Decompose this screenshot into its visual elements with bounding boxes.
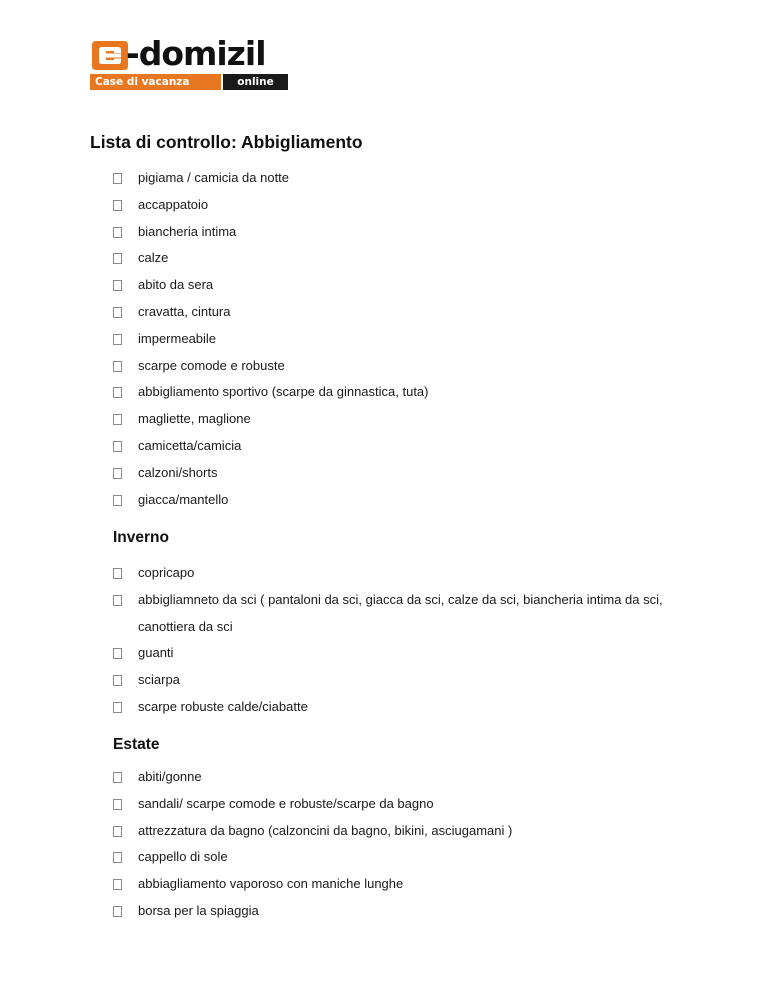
list-item: [113, 299, 693, 326]
list-item: [113, 219, 693, 246]
list-item-label: guanti: [138, 645, 174, 661]
checkbox-icon[interactable]: [113, 387, 122, 398]
list-item-label: accappatoio: [138, 196, 209, 212]
checkbox-icon[interactable]: [113, 906, 122, 917]
list-item: [113, 433, 693, 460]
checkbox-icon[interactable]: [113, 227, 122, 238]
list-item: [113, 818, 693, 845]
checkbox-icon[interactable]: [113, 280, 122, 291]
winter-heading: Inverno: [113, 529, 169, 546]
list-item: [113, 353, 693, 380]
list-item: [113, 487, 693, 514]
list-item-label: camicetta/camicia: [138, 437, 242, 453]
logo-wordmark: [90, 34, 288, 74]
checkbox-icon[interactable]: [113, 852, 122, 863]
list-item-label: calzoni/shorts: [138, 464, 218, 480]
summer-checklist: [113, 764, 693, 925]
list-item: [113, 192, 693, 219]
list-item: [113, 871, 693, 898]
list-item-label: abiti/gonne: [138, 769, 202, 784]
checkbox-icon[interactable]: [113, 307, 122, 318]
logo-brand-word: -domizil: [126, 34, 266, 73]
checkbox-icon[interactable]: [113, 772, 122, 783]
general-checklist: [113, 165, 693, 513]
list-item-label: scarpe comode e robuste: [138, 357, 285, 373]
checkbox-icon[interactable]: [113, 799, 122, 810]
list-item-label: magliette, maglione: [138, 411, 251, 427]
checkbox-icon[interactable]: [113, 173, 122, 184]
page-title: Lista di controllo: Abbigliamento: [90, 132, 363, 152]
list-item: [113, 898, 693, 925]
checkbox-icon[interactable]: [113, 361, 122, 372]
list-item: [113, 165, 693, 192]
list-item-label: impermeabile: [138, 330, 217, 346]
checkbox-icon[interactable]: [113, 879, 122, 890]
logo-tagline-right: online: [223, 74, 288, 90]
list-item: [113, 406, 693, 433]
list-item: [113, 460, 693, 487]
list-item-label: biancheria intima: [138, 223, 237, 239]
list-item-label: giacca/mantello: [138, 491, 229, 507]
checkbox-icon[interactable]: [113, 568, 122, 579]
list-item-label: abbigliamento sportivo (scarpe da ginnastica, tuta): [138, 384, 429, 400]
checkbox-icon[interactable]: [113, 200, 122, 211]
list-item: [113, 587, 693, 641]
list-item-label: sciarpa: [138, 672, 180, 688]
checkbox-icon[interactable]: [113, 648, 122, 659]
list-item-label: abbigliamneto da sci ( pantaloni da sci, giacca da sci, calze da sci, biancheria intima da sci, canottiera da sci: [138, 591, 663, 634]
list-item-label: cravatta, cintura: [138, 303, 231, 319]
list-item: [113, 764, 693, 791]
checkbox-icon[interactable]: [113, 826, 122, 837]
list-item-label: pigiama / camicia da notte: [138, 170, 290, 185]
checkbox-icon[interactable]: [113, 495, 122, 506]
list-item: [113, 379, 693, 406]
list-item-label: attrezzatura da bagno (calzoncini da bagno, bikini, asciugamani ): [138, 822, 513, 838]
e-logo-icon: [90, 39, 130, 72]
list-item-label: copricapo: [138, 565, 195, 580]
checkbox-icon[interactable]: [113, 253, 122, 264]
checkbox-icon[interactable]: [113, 675, 122, 686]
winter-checklist: [113, 560, 693, 721]
list-item-label: scarpe robuste calde/ciabatte: [138, 698, 308, 714]
list-item-label: borsa per la spiaggia: [138, 902, 259, 918]
logo-tagline-left: Case di vacanza: [90, 74, 221, 90]
checkbox-icon[interactable]: [113, 595, 122, 606]
list-item: [113, 326, 693, 353]
list-item: [113, 245, 693, 272]
list-item-label: sandali/ scarpe comode e robuste/scarpe da bagno: [138, 795, 434, 811]
checkbox-icon[interactable]: [113, 414, 122, 425]
list-item: [113, 844, 693, 871]
list-item: [113, 667, 693, 694]
checkbox-icon[interactable]: [113, 334, 122, 345]
list-item: [113, 791, 693, 818]
list-item-label: calze: [138, 250, 169, 266]
list-item: [113, 272, 693, 299]
logo-mark-text: e: [90, 39, 91, 40]
list-item: [113, 560, 693, 587]
summer-heading: Estate: [113, 736, 160, 753]
checkbox-icon[interactable]: [113, 702, 122, 713]
list-item: [113, 640, 693, 667]
checkbox-icon[interactable]: [113, 441, 122, 452]
list-item: [113, 694, 693, 721]
list-item-label: abito da sera: [138, 277, 214, 293]
checkbox-icon[interactable]: [113, 468, 122, 479]
list-item-label: abbiagliamento vaporoso con maniche lunghe: [138, 876, 404, 892]
logo-tagline: [90, 74, 288, 90]
e-domizil-logo: [90, 34, 288, 90]
list-item-label: cappello di sole: [138, 849, 228, 865]
